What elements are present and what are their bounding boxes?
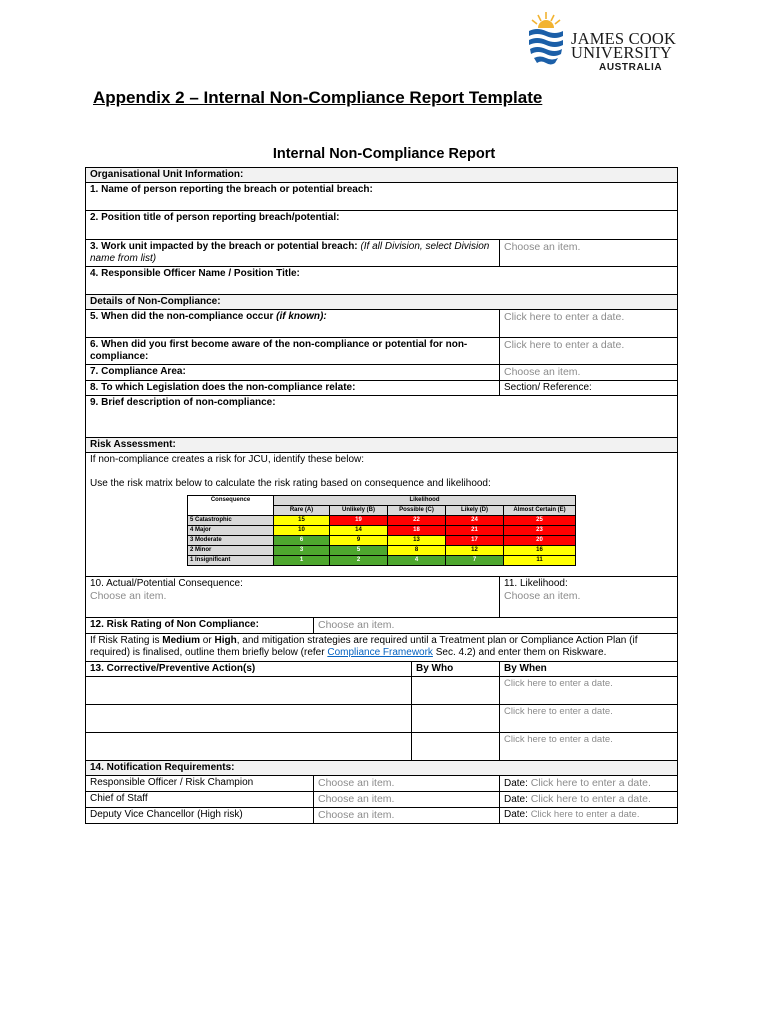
work-unit-value[interactable]: Choose an item. <box>504 241 581 253</box>
notify-item-2[interactable] <box>314 792 500 808</box>
mitigation-text-2: or <box>200 635 215 646</box>
matrix-cell: 21 <box>446 526 504 536</box>
notify-item-1[interactable] <box>314 776 500 792</box>
risk-rating-value[interactable]: Choose an item. <box>318 619 395 631</box>
occurrence-date-value[interactable]: Click here to enter a date. <box>504 311 625 323</box>
logo-line-3: AUSTRALIA <box>599 62 663 73</box>
notify-date-label-2: Date: <box>504 794 528 805</box>
matrix-row-label: 1 Insignificant <box>188 556 274 566</box>
mitigation-medium: Medium <box>162 635 201 646</box>
matrix-cell: 7 <box>446 556 504 566</box>
matrix-cell: 11 <box>504 556 576 566</box>
matrix-row <box>188 536 576 546</box>
by-when-header: By When <box>500 662 678 677</box>
likelihood-label: 11. Likelihood: <box>504 578 568 589</box>
notify-role-2: Chief of Staff <box>86 792 314 808</box>
action-owner-1[interactable] <box>412 677 500 705</box>
matrix-column-header: Possible (C) <box>388 506 446 516</box>
jcu-logo <box>526 10 676 74</box>
notify-date-3[interactable] <box>500 808 678 824</box>
matrix-column-header: Likely (D) <box>446 506 504 516</box>
section-header-organisational: Organisational Unit Information: <box>86 168 678 183</box>
mitigation-text-4: Sec. 4.2) and enter them on Riskware. <box>432 647 607 658</box>
matrix-cell: 6 <box>274 536 330 546</box>
action-input-1[interactable] <box>86 677 412 705</box>
matrix-cell: 10 <box>274 526 330 536</box>
consequence-value[interactable]: Choose an item. <box>90 590 167 602</box>
compliance-area-value[interactable]: Choose an item. <box>504 366 581 378</box>
notify-date-2[interactable] <box>500 792 678 808</box>
matrix-consequence-label: Consequence <box>188 496 274 516</box>
report-form <box>85 167 678 824</box>
notify-date-value-3[interactable]: Click here to enter a date. <box>530 809 640 820</box>
matrix-cell: 22 <box>388 516 446 526</box>
field-compliance-area-label: 7. Compliance Area: <box>86 365 500 381</box>
notify-item-value-2[interactable]: Choose an item. <box>318 793 395 805</box>
field-occurrence-label <box>86 310 500 338</box>
matrix-cell: 24 <box>446 516 504 526</box>
matrix-column-header: Unlikely (B) <box>330 506 388 516</box>
notify-item-3[interactable] <box>314 808 500 824</box>
work-unit-question: 3. Work unit impacted by the breach or potential breach: <box>90 241 358 252</box>
matrix-likelihood-label: Likelihood <box>274 496 576 506</box>
mitigation-text-1: If Risk Rating is <box>90 635 163 646</box>
field-description[interactable]: 9. Brief description of non-compliance: <box>86 396 678 438</box>
action-date-3[interactable] <box>500 733 678 761</box>
matrix-row-label: 4 Major <box>188 526 274 536</box>
matrix-cell: 19 <box>330 516 388 526</box>
matrix-cell: 9 <box>330 536 388 546</box>
risk-instruction: Use the risk matrix below to calculate the risk rating based on consequence and likelihood: <box>90 478 491 489</box>
likelihood-field[interactable] <box>500 577 678 618</box>
matrix-row <box>188 516 576 526</box>
mitigation-high: High <box>214 635 237 646</box>
compliance-framework-link[interactable]: Compliance Framework <box>327 647 433 658</box>
consequence-label: 10. Actual/Potential Consequence: <box>90 578 243 589</box>
notify-date-label-1: Date: <box>504 778 528 789</box>
jcu-crest-icon <box>526 10 570 74</box>
matrix-cell: 15 <box>274 516 330 526</box>
by-who-header: By Who <box>412 662 500 677</box>
document-title: Appendix 2 – Internal Non-Compliance Report Template <box>93 88 543 107</box>
matrix-cell: 25 <box>504 516 576 526</box>
logo-line-1: JAMES COOK <box>571 29 677 48</box>
matrix-cell: 8 <box>388 546 446 556</box>
matrix-cell: 23 <box>504 526 576 536</box>
legislation-reference-field[interactable]: Section/ Reference: <box>500 381 678 396</box>
action-date-2[interactable] <box>500 705 678 733</box>
action-input-3[interactable] <box>86 733 412 761</box>
matrix-cell: 12 <box>446 546 504 556</box>
action-owner-2[interactable] <box>412 705 500 733</box>
notify-item-value-3[interactable]: Choose an item. <box>318 809 395 821</box>
matrix-cell: 14 <box>330 526 388 536</box>
action-date-value-2[interactable]: Click here to enter a date. <box>504 706 613 717</box>
matrix-cell: 17 <box>446 536 504 546</box>
risk-rating-dropdown[interactable] <box>314 618 678 634</box>
matrix-cell: 20 <box>504 536 576 546</box>
matrix-cell: 18 <box>388 526 446 536</box>
notify-date-value-1[interactable]: Click here to enter a date. <box>530 777 651 789</box>
matrix-column-header: Almost Certain (E) <box>504 506 576 516</box>
field-work-unit-label <box>86 240 500 267</box>
field-position-title[interactable]: 2. Position title of person reporting breach/potential: <box>86 211 678 240</box>
action-date-value-3[interactable]: Click here to enter a date. <box>504 734 613 745</box>
notify-item-value-1[interactable]: Choose an item. <box>318 777 395 789</box>
notify-role-3: Deputy Vice Chancellor (High risk) <box>86 808 314 824</box>
notify-date-value-2[interactable]: Click here to enter a date. <box>530 793 651 805</box>
action-owner-3[interactable] <box>412 733 500 761</box>
notify-role-1: Responsible Officer / Risk Champion <box>86 776 314 792</box>
action-input-2[interactable] <box>86 705 412 733</box>
section-header-risk: Risk Assessment: <box>86 438 678 453</box>
awareness-date-picker[interactable] <box>500 338 678 365</box>
mitigation-text-3: , and mitigation strategies are required until a Treatment plan or Compliance Action Plan (if required) is finalised, outline them briefly below (refer <box>90 635 638 658</box>
matrix-cell: 16 <box>504 546 576 556</box>
matrix-row <box>188 546 576 556</box>
action-date-1[interactable] <box>500 677 678 705</box>
matrix-cell: 13 <box>388 536 446 546</box>
likelihood-value[interactable]: Choose an item. <box>504 590 581 602</box>
matrix-cell: 5 <box>330 546 388 556</box>
occurrence-question: 5. When did the non-compliance occur <box>90 311 274 322</box>
field-legislation-label: 8. To which Legislation does the non-compliance relate: <box>86 381 500 396</box>
section-header-details: Details of Non-Compliance: <box>86 295 678 310</box>
risk-intro: If non-compliance creates a risk for JCU, identify these below: <box>90 454 365 465</box>
mitigation-note <box>86 634 678 662</box>
consequence-field[interactable] <box>86 577 500 618</box>
matrix-row-label: 5 Catastrophic <box>188 516 274 526</box>
matrix-cell: 1 <box>274 556 330 566</box>
occurrence-date-picker[interactable] <box>500 310 678 338</box>
field-awareness-label: 6. When did you first become aware of the non-compliance or potential for non-compliance: <box>86 338 500 365</box>
field-name-reporter[interactable]: 1. Name of person reporting the breach or potential breach: <box>86 183 678 211</box>
matrix-cell: 4 <box>388 556 446 566</box>
matrix-row-label: 2 Minor <box>188 546 274 556</box>
risk-matrix <box>187 495 576 566</box>
awareness-date-value[interactable]: Click here to enter a date. <box>504 339 625 351</box>
work-unit-dropdown[interactable] <box>500 240 678 267</box>
matrix-column-header: Rare (A) <box>274 506 330 516</box>
risk-matrix-cell <box>86 453 678 577</box>
notify-date-1[interactable] <box>500 776 678 792</box>
matrix-row <box>188 526 576 536</box>
matrix-cell: 2 <box>330 556 388 566</box>
section-header-notification: 14. Notification Requirements: <box>86 761 678 776</box>
notify-date-label-3: Date: <box>504 809 528 820</box>
action-date-value-1[interactable]: Click here to enter a date. <box>504 678 613 689</box>
matrix-cell: 3 <box>274 546 330 556</box>
actions-header: 13. Corrective/Preventive Action(s) <box>86 662 412 677</box>
field-responsible-officer[interactable]: 4. Responsible Officer Name / Position Title: <box>86 267 678 295</box>
compliance-area-dropdown[interactable] <box>500 365 678 381</box>
matrix-row <box>188 556 576 566</box>
risk-rating-label: 12. Risk Rating of Non Compliance: <box>86 618 314 634</box>
logo-line-2: UNIVERSITY <box>571 43 672 62</box>
matrix-row-label: 3 Moderate <box>188 536 274 546</box>
report-title: Internal Non-Compliance Report <box>272 146 496 162</box>
work-unit-note: (If all Division, select Division name from list) <box>90 241 490 264</box>
occurrence-note: (if known): <box>276 311 327 322</box>
